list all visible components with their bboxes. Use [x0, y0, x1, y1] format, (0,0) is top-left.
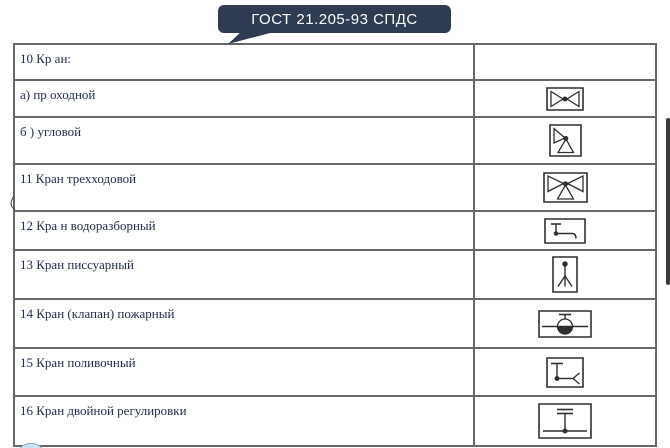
- symbol-cell: [473, 118, 655, 163]
- valve-three-way-icon: [543, 172, 588, 203]
- table-row: [15, 212, 655, 251]
- table-row: [15, 349, 655, 397]
- symbol-cell: [473, 300, 655, 347]
- symbol-cell: [473, 81, 655, 116]
- valve-angle-icon: [549, 124, 582, 157]
- water-tap-icon: [544, 218, 586, 244]
- urinal-tap-icon: [552, 256, 578, 293]
- garden-tap-icon: [546, 357, 584, 388]
- fire-valve-icon: [538, 310, 592, 338]
- row-label: б ) угловой: [20, 124, 82, 139]
- double-regulation-tap-icon: [538, 403, 592, 439]
- table-row: [15, 251, 655, 300]
- callout-tail: [225, 31, 275, 45]
- row-label: 16 Кран двойной регулировки: [20, 403, 187, 418]
- gost-title: ГОСТ 21.205-93 СПДС: [251, 10, 418, 28]
- row-label: 10 Кр ан:: [20, 51, 72, 66]
- row-label: а) пр оходной: [20, 87, 96, 102]
- table-row: [15, 81, 655, 118]
- valve-through-icon: [546, 87, 584, 111]
- symbol-cell: [473, 251, 655, 298]
- row-label: 11 Кран трехходовой: [20, 171, 137, 186]
- table-row: [15, 118, 655, 165]
- symbol-cell: [473, 397, 655, 445]
- scrollbar-thumb[interactable]: [666, 118, 670, 285]
- table-row: [15, 300, 655, 349]
- table-row: [15, 45, 655, 81]
- symbol-cell: [473, 165, 655, 210]
- symbols-table: [13, 43, 657, 447]
- symbol-cell: [473, 349, 655, 395]
- table-row: [15, 397, 655, 447]
- row-label: 15 Кран поливочный: [20, 355, 136, 370]
- row-label: 13 Кран писсуарный: [20, 257, 134, 272]
- row-label: 12 Кра н водоразборный: [20, 218, 156, 233]
- gost-callout-banner: [218, 5, 451, 33]
- pen-mark-artifact: [6, 194, 18, 212]
- row-label: 14 Кран (клапан) пожарный: [20, 306, 175, 321]
- symbol-cell: [473, 45, 655, 79]
- table-row: [15, 165, 655, 212]
- symbol-cell: [473, 212, 655, 249]
